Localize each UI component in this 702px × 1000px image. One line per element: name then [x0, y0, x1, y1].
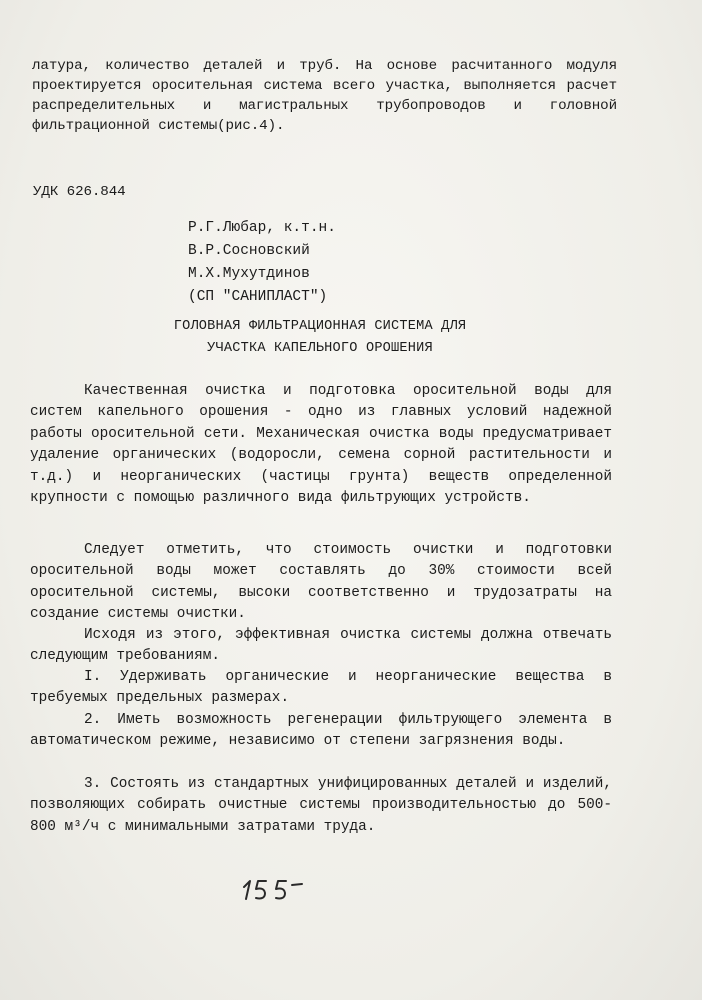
- article-title-line-1: ГОЛОВНАЯ ФИЛЬТРАЦИОННАЯ СИСТЕМА ДЛЯ: [173, 319, 467, 334]
- requirement-item: I. Удерживать органические и неорганические вещества в требуемых предельных размерах.: [30, 669, 612, 707]
- body-paragraph: Исходя из этого, эффективная очистка системы должна отвечать следующим требованиям.: [30, 627, 612, 665]
- author-line: М.Х.Мухутдинов: [188, 266, 310, 282]
- author-line: Р.Г.Любар, к.т.н.: [188, 220, 336, 236]
- body-paragraph: Следует отметить, что стоимость очистки и подготовки оросительной воды может составлять до 30% стоимости всей оросительной системы, высоки соответственно и трудозатраты на создание системы очистки.: [30, 542, 612, 623]
- handwritten-page-number: [238, 875, 308, 905]
- author-affiliation: (СП "САНИПЛАСТ"): [188, 289, 328, 305]
- udc-code: УДК 626.844: [33, 184, 126, 200]
- requirement-item: 2. Иметь возможность регенерации фильтрующего элемента в автоматическом режиме, независимо от степени загрязнения воды.: [30, 712, 612, 750]
- article-title-line-2: УЧАСТКА КАПЕЛЬНОГО ОРОШЕНИЯ: [207, 341, 433, 356]
- author-line: В.Р.Сосновский: [188, 243, 310, 259]
- requirement-item: 3. Состоять из стандартных унифицированных деталей и изделий, позволяющих собирать очистные системы производительностью до 500-800 м³/ч с минимальными затратами труда.: [30, 776, 612, 835]
- author-block: [188, 217, 336, 309]
- continuation-paragraph: латура, количество деталей и труб. На основе расчитанного модуля проектируется оросительная система всего участка, выполняется расчет распределительных и магистральных трубопроводов и головной фильтрационной системы(рис.4).: [32, 58, 617, 135]
- body-paragraph: Качественная очистка и подготовка оросительной воды для систем капельного орошения - одно из главных условий надежной работы оросительной сети. Механическая очистка воды предусматривает удаление органических (водоросли, семена сорной растительности и т.д.) и неорганических (частицы грунта) веществ определенной крупности с помощью различного вида фильтрующих устройств.: [30, 383, 612, 507]
